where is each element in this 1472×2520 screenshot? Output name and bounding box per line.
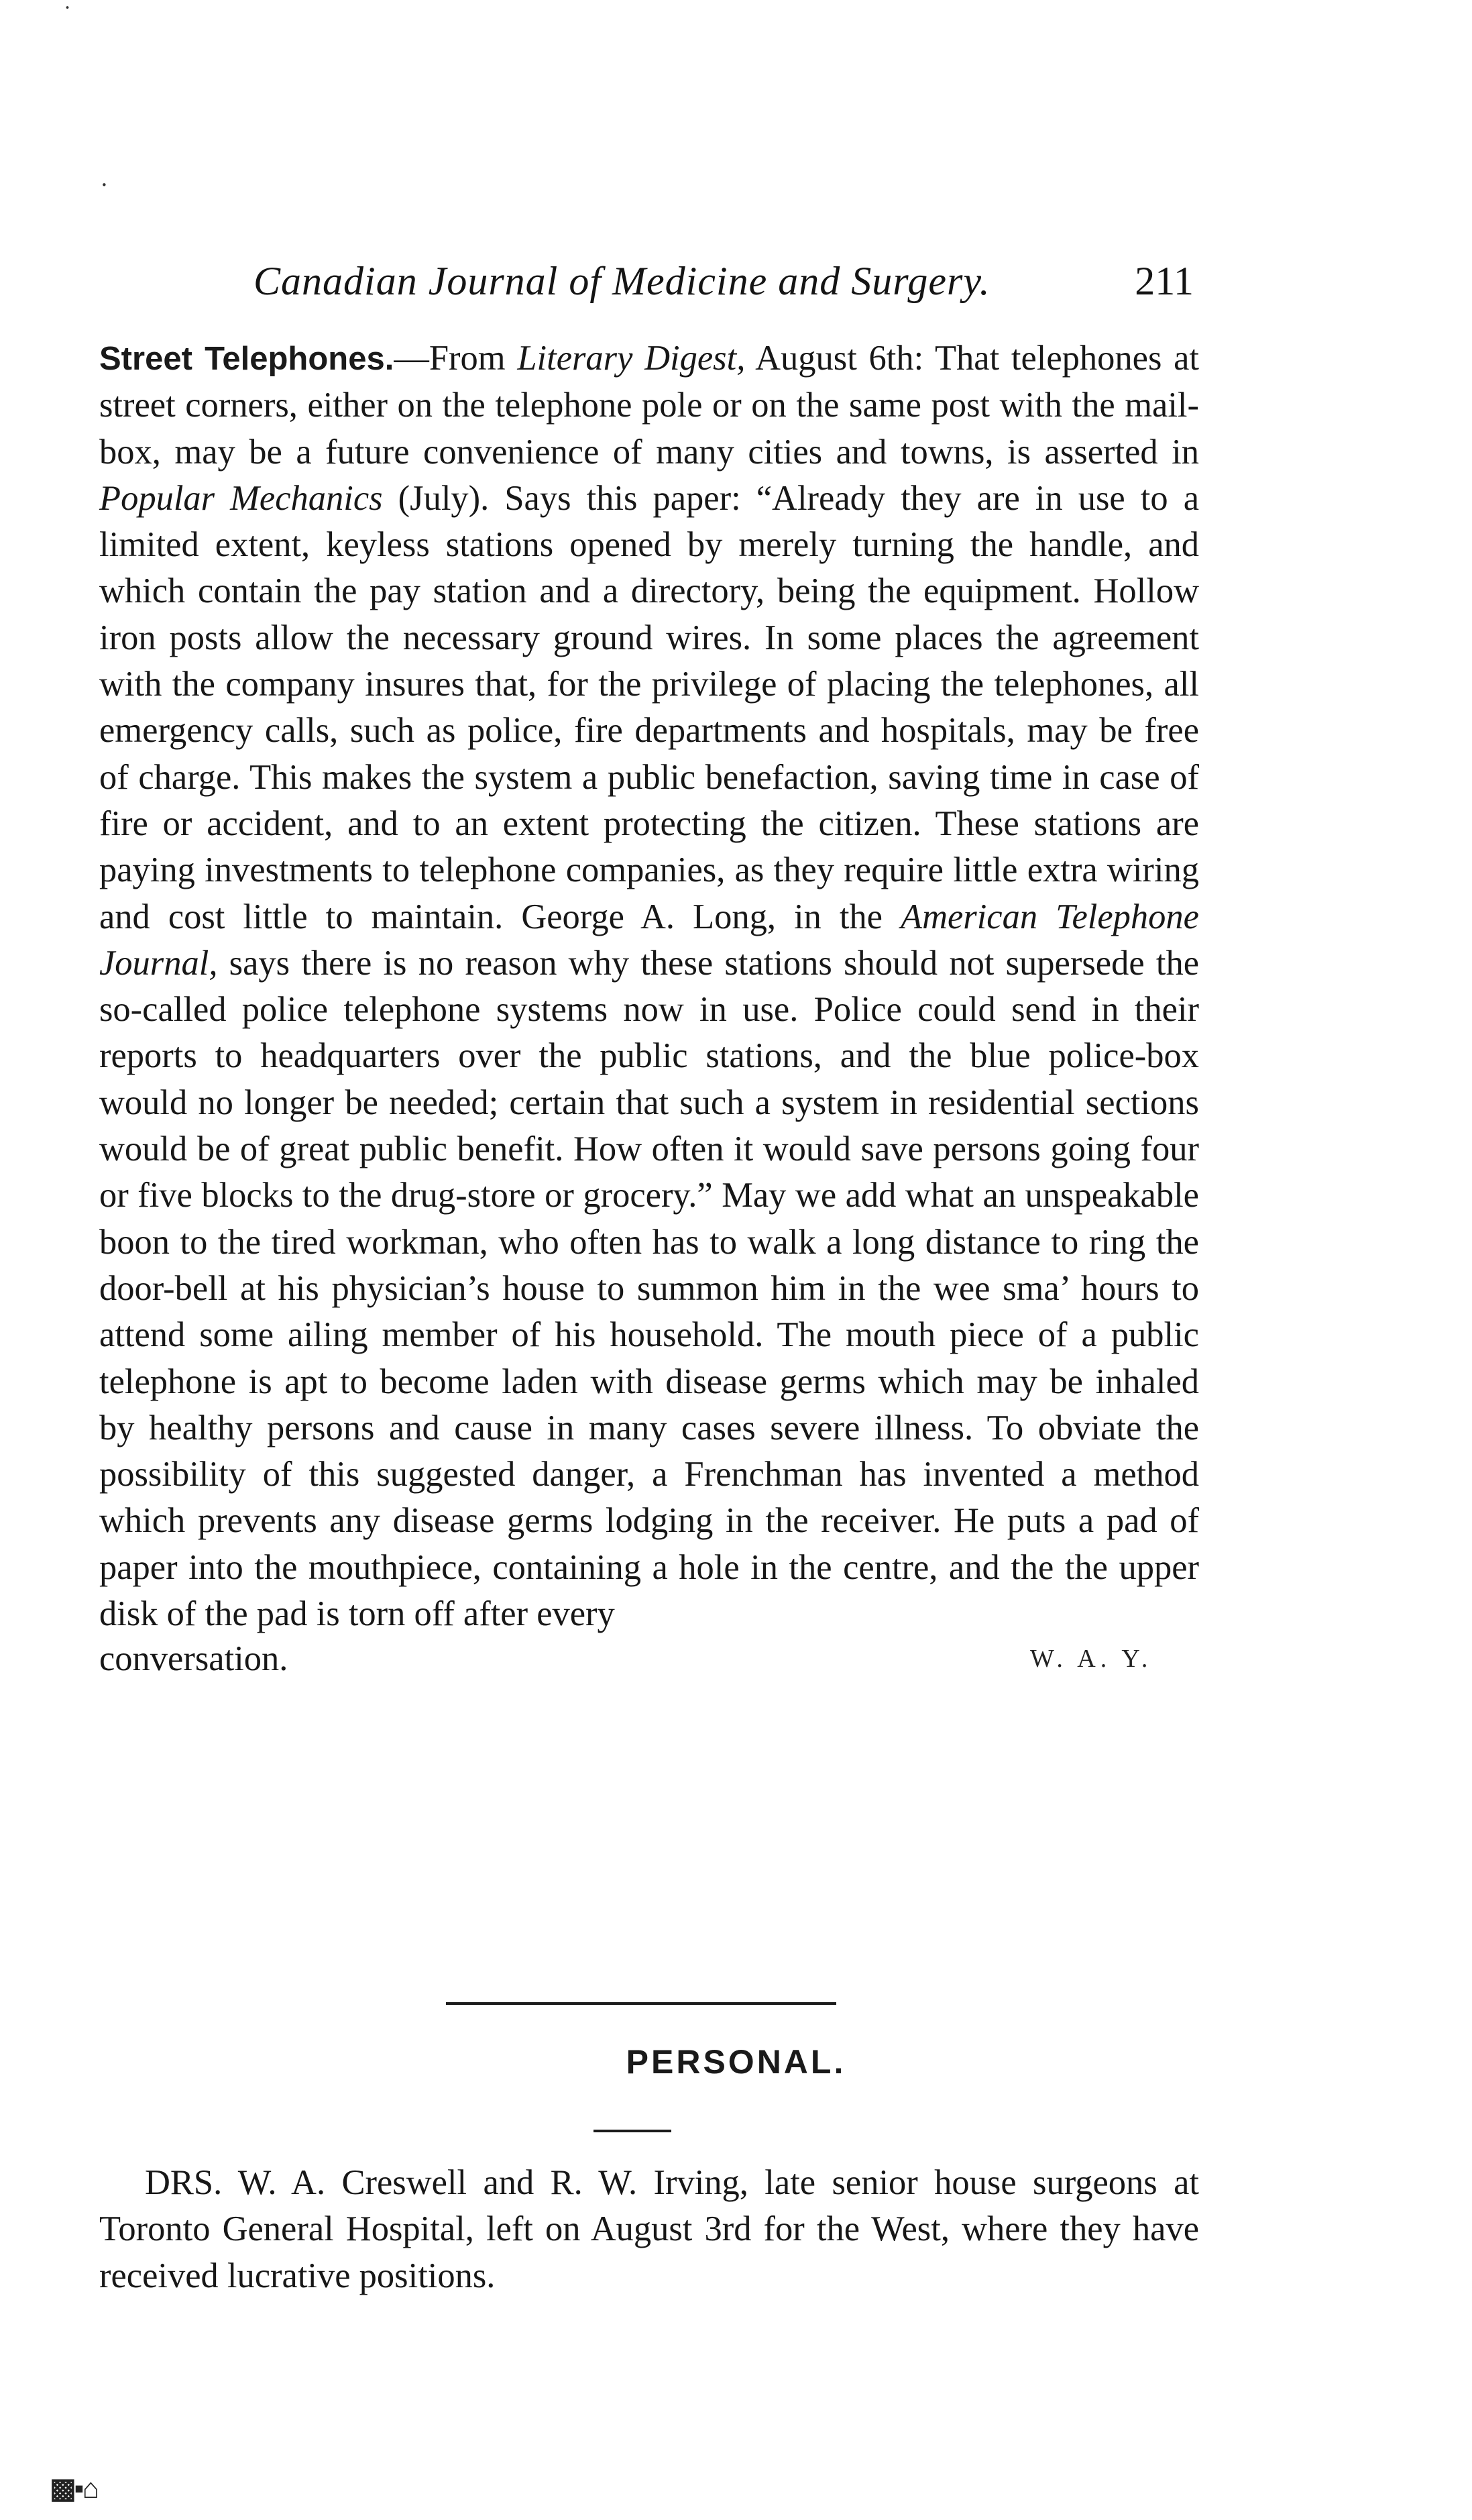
section-divider bbox=[446, 2002, 836, 2005]
citation-popular-mechanics: Popular Mechanics bbox=[99, 478, 383, 518]
article-last-word: conversation. bbox=[99, 1639, 288, 1679]
page-number: 211 bbox=[1135, 259, 1194, 303]
personal-text: DRS. W. A. Creswell and R. W. Irving, late senior house surgeons at Toronto General Hospital, left on August 3rd for the West, where they have received lucrative positions. bbox=[99, 2163, 1199, 2295]
heading-underline bbox=[593, 2130, 671, 2132]
article-text-segment: says there is no reason why these stations should not supersede the so-called police telephone systems now in use. Police could send in their reports to headquarters over the public stations, and the blue police-box would no longer be needed; certain that such a system in residential sections would be of great public benefit. How often it would save persons going four or five blocks to the drug-store or grocery.” May we add what an unspeakable boon to the tired workman, who often has to walk a long distance to ring the door-bell at his physician’s house to summon him in the wee sma’ hours to attend some ailing member of his household. The mouth piece of a public telephone is apt to become laden with disease germs which may be inhaled by healthy persons and cause in many cases severe illness. To obviate the possibility of this suggested danger, a Frenchman has invented a method which prevents any disease germs lodging in the receiver. He puts a pad of paper into the mouthpiece, containing a hole in the centre, and the the upper disk of the pad is torn off after every bbox=[99, 943, 1199, 1634]
running-head bbox=[253, 258, 1194, 312]
article-text-segment: —From bbox=[394, 339, 518, 378]
journal-title: Canadian Journal of Medicine and Surgery. bbox=[253, 259, 990, 303]
citation-american-telephone-journal: American Telephone Journal, bbox=[99, 897, 1199, 983]
printer-mark-icon: ▩▪⌂ bbox=[50, 2472, 97, 2504]
article-street-telephones bbox=[99, 335, 1199, 1686]
citation-literary-digest: Literary Digest, bbox=[517, 339, 746, 378]
article-text-segment: August 6th: That telephones at street corners, either on the telephone pole or on the same post with the mail-box, may be a future convenience of many cities and towns, is asserted in bbox=[99, 339, 1199, 472]
author-initials: W. A. Y. bbox=[1030, 1645, 1153, 1674]
article-text-segment: (July). Says this paper: “Already they are in use to a limited extent, keyless stations opened by merely turning the handle, and which contain the pay station and a directory, being the equipment. Hollow iron posts allow the necessary ground wires. In some places the agreement with the company insures that, for the privilege of placing the telephones, all emergency calls, such as police, fire departments and hospitals, may be free of charge. This makes the system a public benefaction, saving time in case of fire or accident, and to an extent protecting the citizen. These stations are paying investments to telephone companies, as they require little extra wiring and cost little to maintain. George A. Long, in the bbox=[99, 478, 1200, 936]
article-lead: Street Telephones. bbox=[99, 341, 394, 377]
print-speck: ˙ bbox=[62, 3, 73, 30]
personal-notice bbox=[99, 2160, 1199, 2299]
closing-line bbox=[99, 1639, 1199, 1686]
section-heading-personal: PERSONAL. bbox=[626, 2043, 846, 2081]
print-speck: · bbox=[101, 172, 108, 199]
article-body bbox=[99, 335, 1199, 1637]
